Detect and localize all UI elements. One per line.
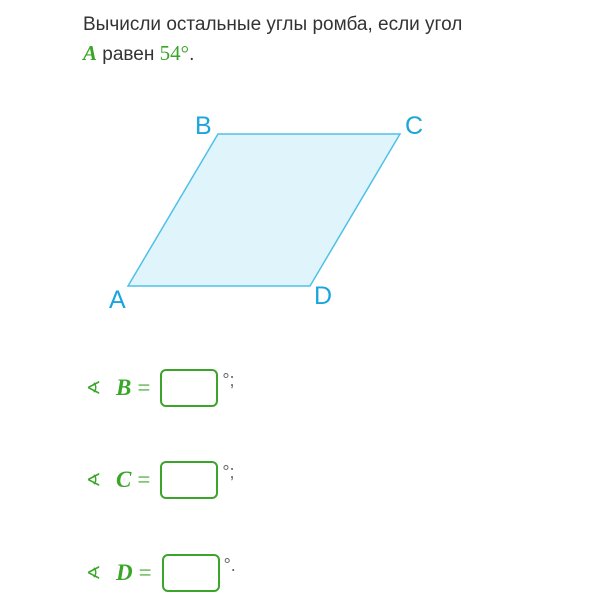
- vertex-label-a: A: [109, 286, 126, 314]
- angle-icon: ∢: [86, 562, 102, 584]
- degree-suffix-d: °.: [223, 555, 236, 575]
- angle-variable-d: D: [116, 560, 133, 585]
- given-angle-text: равен: [102, 44, 155, 65]
- angle-c-input[interactable]: [160, 461, 218, 499]
- degree-suffix-c: °;: [222, 462, 235, 482]
- task-end-punctuation: .: [189, 44, 195, 65]
- angle-icon: ∢: [86, 469, 102, 491]
- degree-suffix-b: °;: [222, 370, 235, 390]
- answer-row-b: [86, 366, 235, 410]
- vertex-label-b: B: [195, 112, 212, 140]
- angle-icon: ∢: [86, 377, 102, 399]
- answer-row-c: [86, 458, 235, 502]
- vertex-label-d: D: [314, 282, 333, 310]
- answer-row-d: [86, 551, 236, 595]
- task-text: Вычисли остальные углы ромба, если угол: [83, 14, 463, 35]
- angle-b-input[interactable]: [160, 369, 218, 407]
- rhombus-shape: [128, 134, 400, 286]
- equals-sign: =: [138, 560, 152, 585]
- given-angle-value: 54°: [159, 41, 190, 65]
- angle-variable-b: B: [116, 375, 132, 400]
- given-angle-variable: A: [83, 41, 98, 65]
- equals-sign: =: [137, 467, 151, 492]
- angle-variable-c: C: [116, 467, 132, 492]
- equals-sign: =: [137, 375, 151, 400]
- angle-d-input[interactable]: [162, 554, 220, 592]
- vertex-label-c: C: [405, 112, 424, 140]
